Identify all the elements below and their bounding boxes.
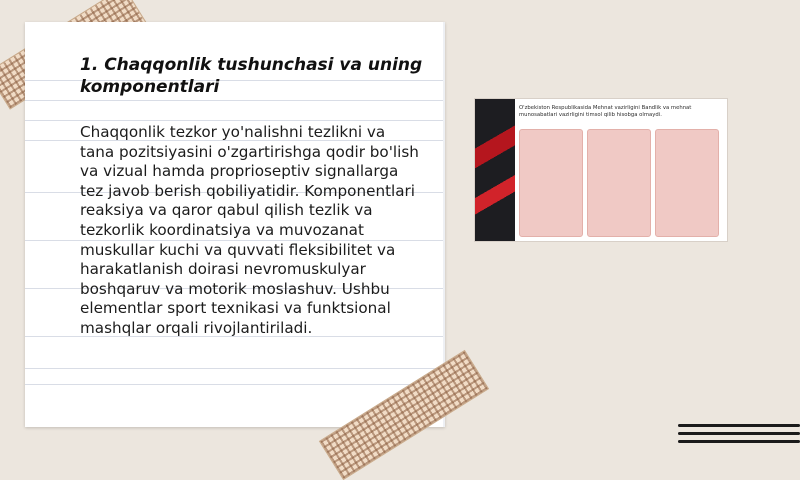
thumbnail-box-1 (519, 129, 583, 237)
thumbnail-heading: O'zbekiston Respublikasida Mehnat vazirligini Bandlik va mehnat munosabatlari vazirligini timsol qilib hisobga olmaydi. (519, 105, 692, 118)
slide-thumbnail-image (474, 98, 728, 242)
slide-title: 1. Chaqqonlik tushunchasi va uning komponentlari (80, 55, 423, 97)
thumbnail-box-2 (587, 129, 651, 237)
thumbnail-box-3 (655, 129, 719, 237)
decorative-stripes (678, 424, 800, 444)
thumbnail-red-accent (475, 99, 515, 241)
slide-body-text: Chaqqonlik tezkor yo'nalishni tezlikni va tana pozitsiyasini o'zgartirishga qodir bo'lish va vizual hamda proprioseptiv signallarga tez javob berish qobiliyatidir. Komponentlari reaksiya va qaror qabul qilish tezlik va tezkorlik koordinatsiya va muvozanat muskullar kuchi va quvvati fleksibilitet va harakatlanish doirasi nevromuskulyar boshqaruv va motorik moslashuv. Ushbu elementlar sport texnikasi va funktsional mashqlar orqali rivojlantiriladi. (80, 123, 419, 337)
